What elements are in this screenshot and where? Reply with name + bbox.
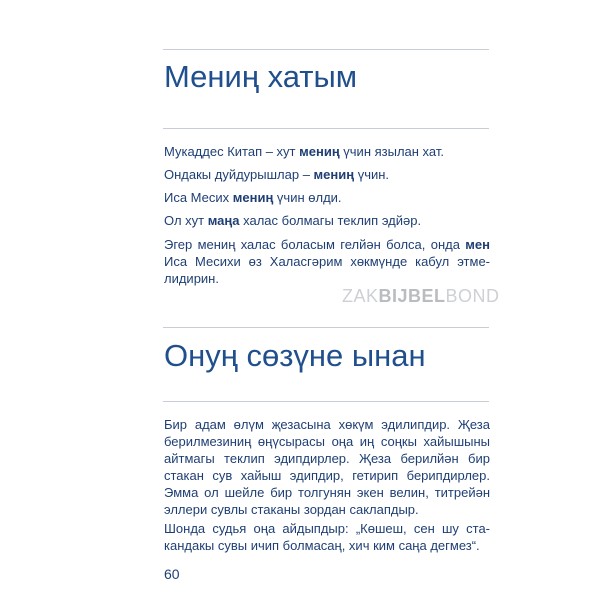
paragraph-3: Иса Месих мениң үчин өлди.: [164, 190, 342, 205]
paragraph-5: Эгер мениң халас боласым гелйән болса, онда мен Иса Месихи өз Халасгәрим хөкмүнде кабул этме-лидирин.: [164, 237, 490, 286]
section-heading-my-letter: Мениң хатым: [164, 59, 358, 94]
paragraph-1: Мукаддес Китап – хут мениң үчин язылан хат.: [164, 144, 444, 159]
heading-divider-2: [163, 401, 489, 402]
story-paragraph-1: Бир адам өлүм җезасына хөкүм эдилипдир. Җеза берилмезиниң өңүсырасы оңа иң соңкы хайышыны айтмагы теклип эдипдирлер. Җеза берилйән бир стакан сув хайыш эдипдир, гетирип берипдирлер. Эмма ол шейле бир толгунян экен велин, титрейән эллери сувлы стаканы зордан саклапдыр.: [164, 417, 490, 517]
heading-divider: [163, 128, 489, 129]
paragraph-4: Ол хут маңа халас болмагы теклип эдйәр.: [164, 213, 422, 228]
paragraph-2: Ондакы дуйдурышлар – мениң үчин.: [164, 167, 390, 182]
section-heading-believe-word: Онуң сөзүне ынан: [164, 338, 426, 373]
section-divider: [163, 327, 489, 328]
publisher-watermark: ZAKBIJBELBOND: [342, 286, 500, 306]
page-number: 60: [164, 566, 180, 582]
story-paragraph-2: Шонда судья оңа айдыпдыр: „Көшеш, сен шу ста-кандакы сувы ичип болмасаң, хич ким саңа дегмез“.: [164, 521, 490, 553]
top-divider: [163, 49, 489, 50]
